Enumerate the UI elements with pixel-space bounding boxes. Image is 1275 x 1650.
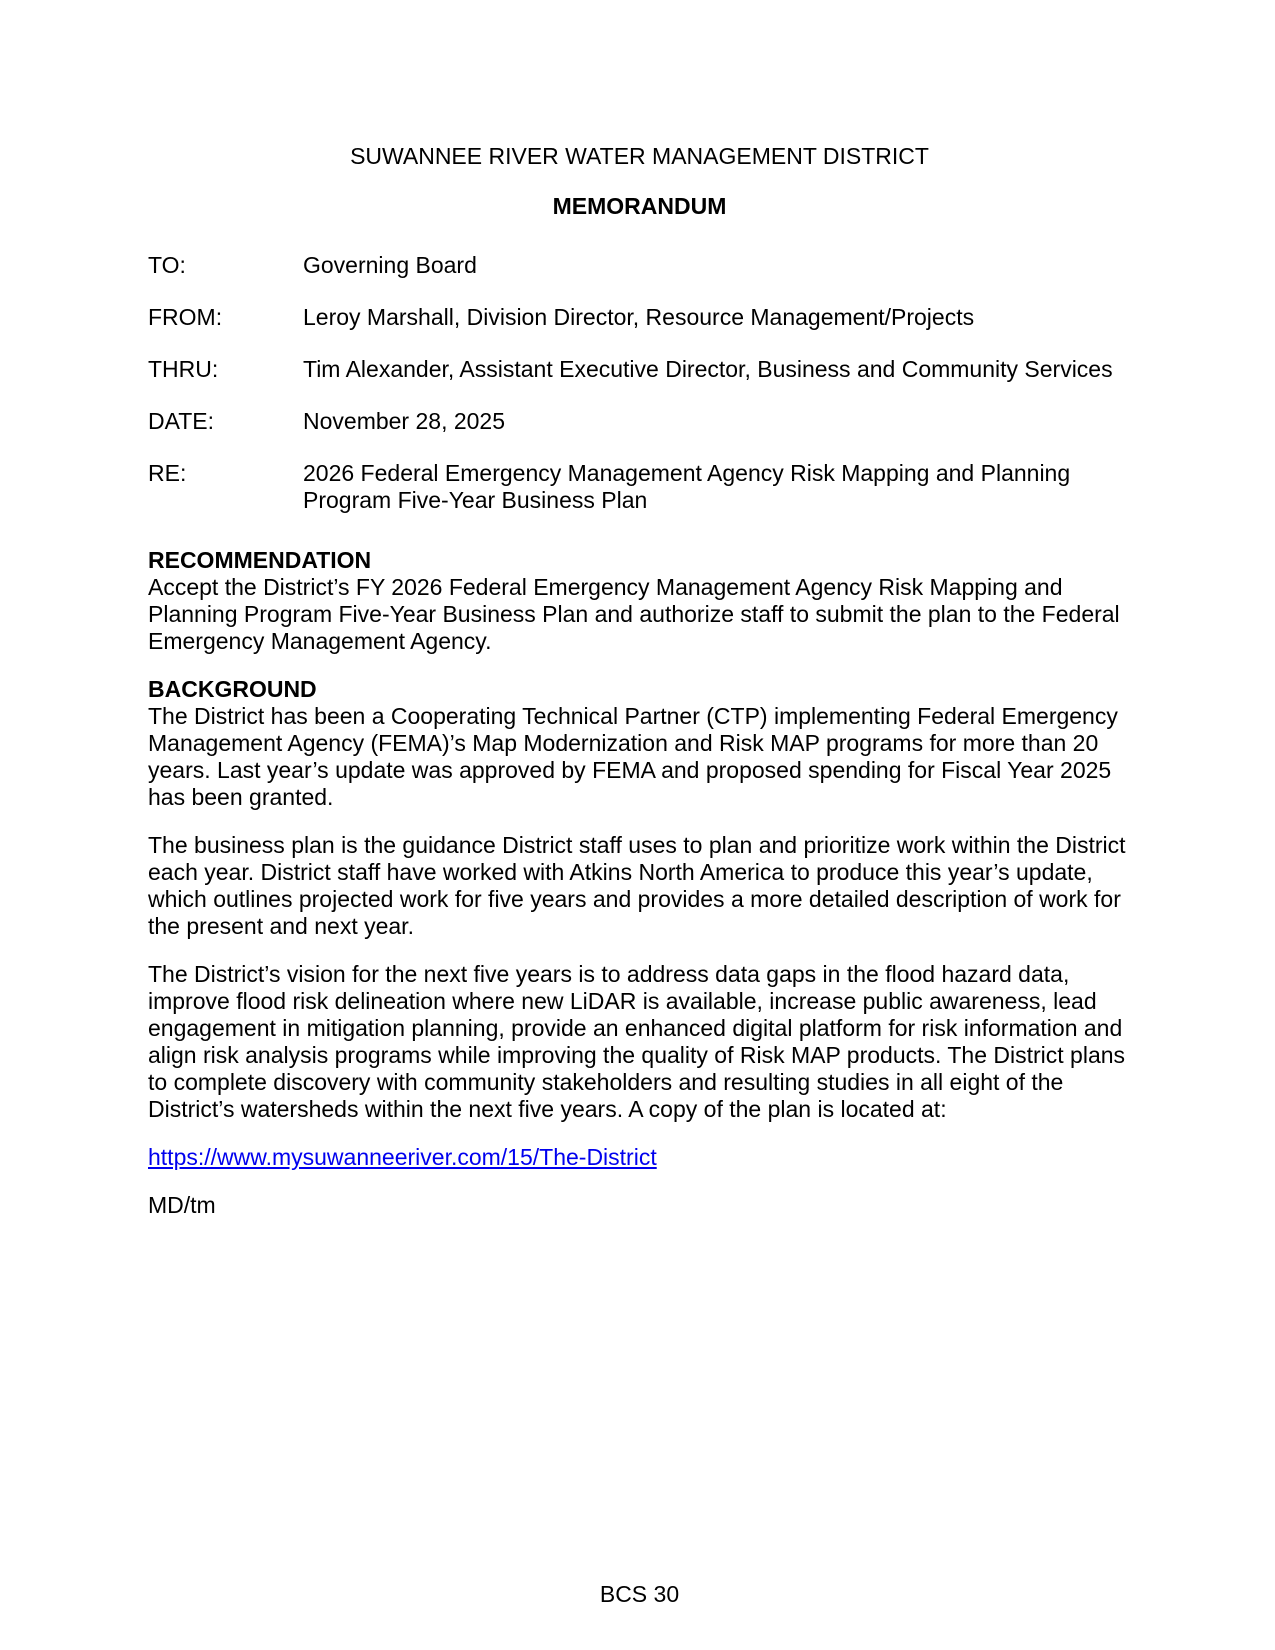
document-type-heading: MEMORANDUM <box>552 193 727 219</box>
memo-field-row-thru <box>148 356 1131 383</box>
memo-field-row-re <box>148 460 1131 514</box>
field-value-date: November 28, 2025 <box>303 408 506 434</box>
background-paragraph-1: The District has been a Cooperating Technical Partner (CTP) implementing Federal Emergency Management Agency (FEMA)’s Map Modernization and Risk MAP programs for more than 20 years. Last year’s update was approved by FEMA and proposed spending for Fiscal Year 2025 has been granted. <box>148 703 1118 810</box>
field-value-thru: Tim Alexander, Assistant Executive Director, Business and Community Services <box>303 356 1113 382</box>
plan-url-link[interactable]: https://www.mysuwanneeriver.com/15/The-District <box>148 1144 657 1170</box>
field-label-from: FROM: <box>148 304 223 330</box>
field-value-re: 2026 Federal Emergency Management Agency Risk Mapping and Planning Program Five-Year Business Plan <box>303 460 1071 513</box>
memo-field-row-from <box>148 304 1131 331</box>
memo-header-fields <box>148 252 1131 514</box>
field-label-to: TO: <box>148 252 186 278</box>
field-value-from: Leroy Marshall, Division Director, Resource Management/Projects <box>303 304 975 330</box>
field-label-thru: THRU: <box>148 356 219 382</box>
field-value-to: Governing Board <box>303 252 477 278</box>
memo-field-row-date <box>148 408 1131 435</box>
background-paragraph-2: The business plan is the guidance District staff uses to plan and prioritize work within the District each year. District staff have worked with Atkins North America to produce this year’s update, which outlines projected work for five years and provides a more detailed description of work for the present and next year. <box>148 832 1126 939</box>
background-heading: BACKGROUND <box>148 676 317 702</box>
footer-page-label: BCS 30 <box>599 1581 680 1607</box>
recommendation-paragraph: Accept the District’s FY 2026 Federal Emergency Management Agency Risk Mapping and Planning Program Five-Year Business Plan and authorize staff to submit the plan to the Federal Emergency Management Agency. <box>148 574 1120 654</box>
organization-name: SUWANNEE RIVER WATER MANAGEMENT DISTRICT <box>350 143 929 169</box>
field-label-date: DATE: <box>148 408 215 434</box>
field-label-re: RE: <box>148 460 187 486</box>
memo-field-row-to <box>148 252 1131 279</box>
background-paragraph-3: The District’s vision for the next five years is to address data gaps in the flood hazard data, improve flood risk delineation where new LiDAR is available, increase public awareness, lead engagement in mitigation planning, provide an enhanced digital platform for risk information and align risk analysis programs while improving the quality of Risk MAP products. The District plans to complete discovery with community stakeholders and resulting studies in all eight of the District’s watersheds within the next five years. A copy of the plan is located at: <box>148 961 1126 1122</box>
section-recommendation <box>148 547 1131 655</box>
author-initials: MD/tm <box>148 1192 216 1218</box>
section-background <box>148 676 1131 1123</box>
recommendation-heading: RECOMMENDATION <box>148 547 372 573</box>
